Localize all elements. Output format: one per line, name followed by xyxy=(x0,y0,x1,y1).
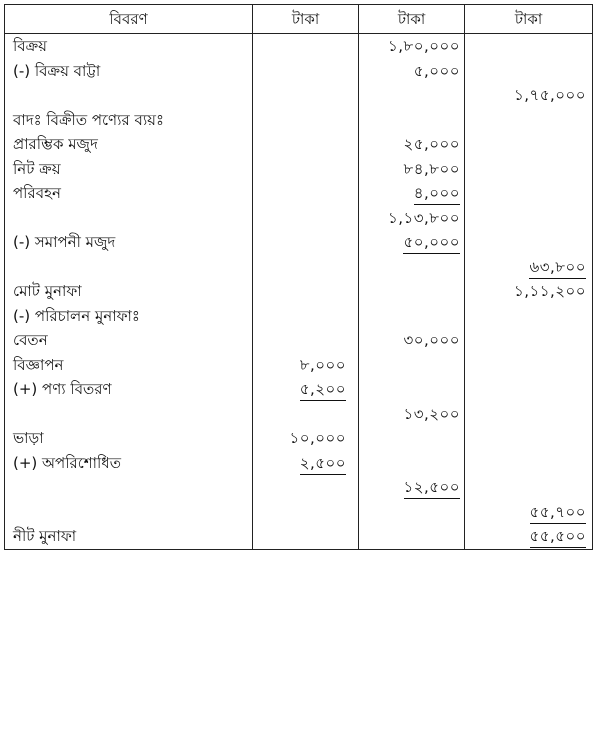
amount: ১,৮০,০০০ xyxy=(387,37,460,55)
table-row xyxy=(5,304,593,329)
amount-cell-col3 xyxy=(465,451,593,476)
table-row xyxy=(5,83,593,108)
table-row xyxy=(5,132,593,157)
amount-cell-col2 xyxy=(359,304,465,329)
table-row xyxy=(5,475,593,500)
amount: ১,১৩,৮০০ xyxy=(388,208,460,227)
row-label xyxy=(5,279,253,304)
amount-cell-col3 xyxy=(465,328,593,353)
amount-cell-col3 xyxy=(465,255,593,280)
row-label xyxy=(5,83,253,108)
amount: ৩০,০০০ xyxy=(403,331,460,349)
row-label-text: বাদঃ বিক্রীত পণ্যের ব্যয়ঃ xyxy=(13,110,165,129)
row-label xyxy=(5,451,253,476)
table-row xyxy=(5,500,593,525)
amount-cell-col1 xyxy=(253,279,359,304)
amount-cell-col2 xyxy=(359,34,465,59)
amount-cell-col1 xyxy=(253,59,359,84)
row-label xyxy=(5,59,253,84)
row-label xyxy=(5,206,253,231)
amount-cell-col2 xyxy=(359,426,465,451)
table-row xyxy=(5,34,593,59)
amount-cell-col1 xyxy=(253,402,359,427)
amount-cell-col2 xyxy=(359,451,465,476)
amount-cell-col1 xyxy=(253,255,359,280)
amount-cell-col1 xyxy=(253,132,359,157)
amount-cell-col3 xyxy=(465,83,593,108)
underlined-amount: ১২,৫০০ xyxy=(404,477,461,499)
table-row xyxy=(5,353,593,378)
amount-cell-col2 xyxy=(359,230,465,255)
amount: ২৫,০০০ xyxy=(403,135,460,153)
amount-cell-col2 xyxy=(359,402,465,427)
amount-cell-col1 xyxy=(253,181,359,206)
amount-cell-col2 xyxy=(359,108,465,133)
amount-cell-col1 xyxy=(253,304,359,329)
row-label-text: নীট মুনাফা xyxy=(13,527,77,545)
row-label xyxy=(5,304,253,329)
row-label-text: (+) পণ্য বিতরণ xyxy=(13,380,112,398)
amount-cell-col3 xyxy=(465,132,593,157)
amount-cell-col2 xyxy=(359,524,465,549)
amount-cell-col3 xyxy=(465,524,593,549)
underlined-amount: ২,৫০০ xyxy=(300,453,346,475)
row-label-text: পরিবহন xyxy=(13,184,61,202)
row-label xyxy=(5,230,253,255)
amount-cell-col1 xyxy=(253,524,359,549)
row-label-text: (-) বিক্রয় বাট্টা xyxy=(13,61,101,80)
row-label-text: ভাড়া xyxy=(13,429,44,447)
income-statement-table xyxy=(4,4,593,550)
amount-cell-col2 xyxy=(359,83,465,108)
amount-cell-col3 xyxy=(465,157,593,182)
underlined-amount: ৫৫,৫০০ xyxy=(530,526,586,548)
amount-cell-col2 xyxy=(359,328,465,353)
row-label xyxy=(5,181,253,206)
table-row xyxy=(5,279,593,304)
amount-cell-col2 xyxy=(359,377,465,402)
amount-cell-col1 xyxy=(253,377,359,402)
table-row xyxy=(5,328,593,353)
table-row xyxy=(5,451,593,476)
amount-cell-col3 xyxy=(465,426,593,451)
amount-cell-col3 xyxy=(465,206,593,231)
amount-cell-col1 xyxy=(253,451,359,476)
amount-cell-col1 xyxy=(253,108,359,133)
amount-cell-col3 xyxy=(465,108,593,133)
row-label xyxy=(5,353,253,378)
amount-cell-col2 xyxy=(359,500,465,525)
table-row xyxy=(5,402,593,427)
amount-cell-col3 xyxy=(465,181,593,206)
amount-cell-col3 xyxy=(465,34,593,59)
row-label xyxy=(5,34,253,59)
table-row xyxy=(5,108,593,133)
underlined-amount: ৬৩,৮০০ xyxy=(529,257,586,279)
amount-cell-col1 xyxy=(253,230,359,255)
row-label-text: (+) অপরিশোধিত xyxy=(13,453,121,472)
amount-cell-col3 xyxy=(465,353,593,378)
row-label-text: (-) পরিচালন মুনাফাঃ xyxy=(13,306,140,325)
amount-cell-col3 xyxy=(465,279,593,304)
amount: ৮,০০০ xyxy=(299,355,346,374)
row-label xyxy=(5,157,253,182)
row-label xyxy=(5,524,253,549)
amount-cell-col3 xyxy=(465,402,593,427)
underlined-amount: ৫,২০০ xyxy=(300,379,346,401)
table-row xyxy=(5,524,593,549)
amount-cell-col1 xyxy=(253,157,359,182)
header-amount-3: টাকা xyxy=(465,5,593,34)
row-label-text: প্রারম্ভিক মজুদ xyxy=(13,135,98,153)
row-label-text: নিট ক্রয় xyxy=(13,159,61,178)
row-label-text: মোট মুনাফা xyxy=(13,282,82,300)
table-row xyxy=(5,181,593,206)
amount-cell-col1 xyxy=(253,475,359,500)
row-label xyxy=(5,377,253,402)
table-row xyxy=(5,426,593,451)
table-row xyxy=(5,255,593,280)
amount-cell-col3 xyxy=(465,377,593,402)
amount-cell-col1 xyxy=(253,206,359,231)
table-row xyxy=(5,59,593,84)
table-row xyxy=(5,206,593,231)
underlined-amount: ৪,০০০ xyxy=(414,183,460,205)
amount: ৫,০০০ xyxy=(413,61,460,80)
amount-cell-col3 xyxy=(465,475,593,500)
amount-cell-col1 xyxy=(253,83,359,108)
amount-cell-col2 xyxy=(359,279,465,304)
header-description: বিবরণ xyxy=(5,5,253,34)
header-amount-2: টাকা xyxy=(359,5,465,34)
row-label xyxy=(5,475,253,500)
row-label-text: (-) সমাপনী মজুদ xyxy=(13,233,116,251)
row-label xyxy=(5,255,253,280)
amount: ১,৭৫,০০০ xyxy=(513,86,586,104)
amount-cell-col2 xyxy=(359,132,465,157)
amount-cell-col1 xyxy=(253,353,359,378)
table-row xyxy=(5,377,593,402)
amount-cell-col2 xyxy=(359,206,465,231)
amount-cell-col1 xyxy=(253,500,359,525)
amount-cell-col2 xyxy=(359,157,465,182)
amount-cell-col3 xyxy=(465,59,593,84)
amount: ১,১১,২০০ xyxy=(514,282,586,300)
amount-cell-col3 xyxy=(465,500,593,525)
row-label-text: বিজ্ঞাপন xyxy=(13,355,64,374)
amount-cell-col2 xyxy=(359,475,465,500)
table-row xyxy=(5,157,593,182)
amount: ১০,০০০ xyxy=(289,429,346,447)
underlined-amount: ৫৫,৭০০ xyxy=(530,502,587,524)
table-row xyxy=(5,230,593,255)
row-label xyxy=(5,500,253,525)
amount-cell-col2 xyxy=(359,59,465,84)
amount: ১৩,২০০ xyxy=(403,404,460,423)
amount-cell-col2 xyxy=(359,181,465,206)
amount-cell-col1 xyxy=(253,328,359,353)
row-label xyxy=(5,402,253,427)
amount: ৮৪,৮০০ xyxy=(403,159,460,178)
row-label xyxy=(5,132,253,157)
amount-cell-col3 xyxy=(465,304,593,329)
amount-cell-col1 xyxy=(253,34,359,59)
underlined-amount: ৫০,০০০ xyxy=(403,232,460,254)
row-label xyxy=(5,426,253,451)
row-label xyxy=(5,328,253,353)
row-label xyxy=(5,108,253,133)
amount-cell-col3 xyxy=(465,230,593,255)
header-row xyxy=(5,5,593,34)
row-label-text: বিক্রয় xyxy=(13,37,48,55)
amount-cell-col2 xyxy=(359,255,465,280)
row-label-text: বেতন xyxy=(13,331,48,349)
header-amount-1: টাকা xyxy=(253,5,359,34)
amount-cell-col1 xyxy=(253,426,359,451)
amount-cell-col2 xyxy=(359,353,465,378)
